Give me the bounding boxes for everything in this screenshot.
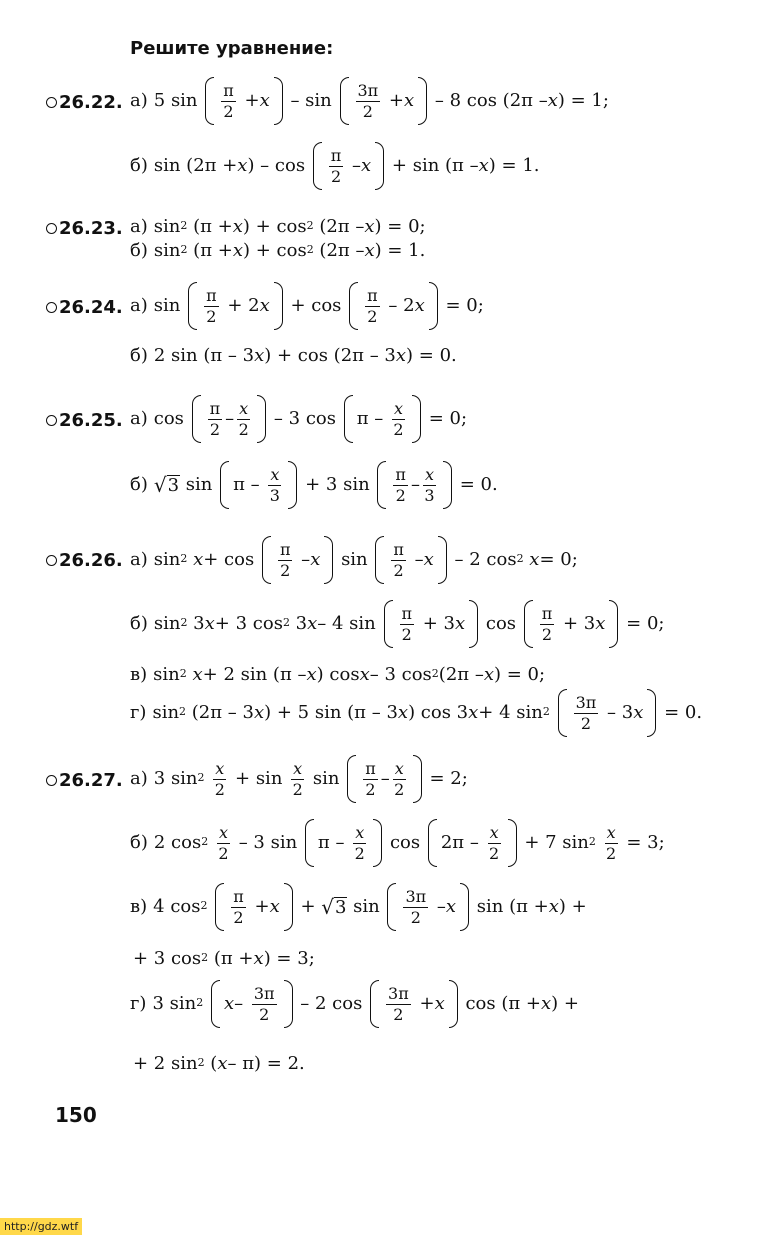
equation-line: б) 2 sin (π – 3 x ) + cos (2π – 3 x ) = 0. [130,345,457,366]
equation-line: а) sin $^2$ (π + x ) + cos $^2$ (2π – x ) = 0; [130,216,426,237]
equation-line: а) cos π 2 – x 2 – 3 cos π – x 2 = 0; [130,396,467,442]
circle-marker-icon [46,97,57,108]
equation-line: г) 3 sin $^2$ x – 3π 2 – 2 cos 3π 2 + x cos (π + x ) + [130,981,579,1027]
equation-line: + 2 sin $^2$ ( x – π) = 2. [133,1053,305,1074]
page-heading: Решите уравнение: [130,38,334,59]
problem-number: 26.22. [46,92,123,113]
problem-number: 26.26. [46,550,123,571]
equation-line: б) √ 3 sin π – x 3 + 3 sin π 2 – x 3 = 0. [130,462,498,508]
equation-line: а) 5 sin π 2 + x – sin 3π 2 + x – 8 cos (2π – x ) = 1; [130,78,609,124]
equation-line: б) sin $^2$ 3 x + 3 cos $^2$ 3 x – 4 sin π 2 + 3 x cos π 2 + 3 x = 0; [130,601,664,647]
equation-line: в) 4 cos $^2$ π 2 + x + √ 3 sin 3π 2 – x sin (π + x ) + [130,884,587,930]
page-number: 150 [55,1103,97,1127]
equation-line: в) sin $^2$ x + 2 sin (π – x ) cos x – 3 cos $^2$ (2π – x ) = 0; [130,664,546,685]
equation-line: а) 3 sin $^2$ x 2 + sin x 2 sin π 2 – x 2 = 2; [130,756,468,802]
equation-line: а) sin $^2$ x + cos π 2 – x sin π 2 – x – 2 cos $^2$ x = 0; [130,537,578,583]
problem-number: 26.27. [46,770,123,791]
equation-line: б) sin (2π + x ) – cos π 2 – x + sin (π – x ) = 1. [130,143,540,189]
circle-marker-icon [46,302,57,313]
equation-line: + 3 cos $^2$ (π + x ) = 3; [133,948,315,969]
watermark-link[interactable]: http://gdz.wtf [0,1218,82,1235]
equation-line: г) sin $^2$ (2π – 3 x ) + 5 sin (π – 3 x ) cos 3 x + 4 sin $^2$ 3π 2 – 3 x = 0. [130,690,702,736]
circle-marker-icon [46,555,57,566]
problem-number: 26.23. [46,218,123,239]
circle-marker-icon [46,415,57,426]
equation-line: б) sin $^2$ (π + x ) + cos $^2$ (2π – x ) = 1. [130,240,426,261]
circle-marker-icon [46,775,57,786]
problem-number: 26.24. [46,297,123,318]
equation-line: б) 2 cos $^2$ x 2 – 3 sin π – x 2 cos 2π – x 2 + 7 sin $^2$ x 2 = 3; [130,820,665,866]
equation-line: а) sin π 2 + 2 x + cos π 2 – 2 x = 0; [130,283,484,329]
circle-marker-icon [46,223,57,234]
problem-number: 26.25. [46,410,123,431]
